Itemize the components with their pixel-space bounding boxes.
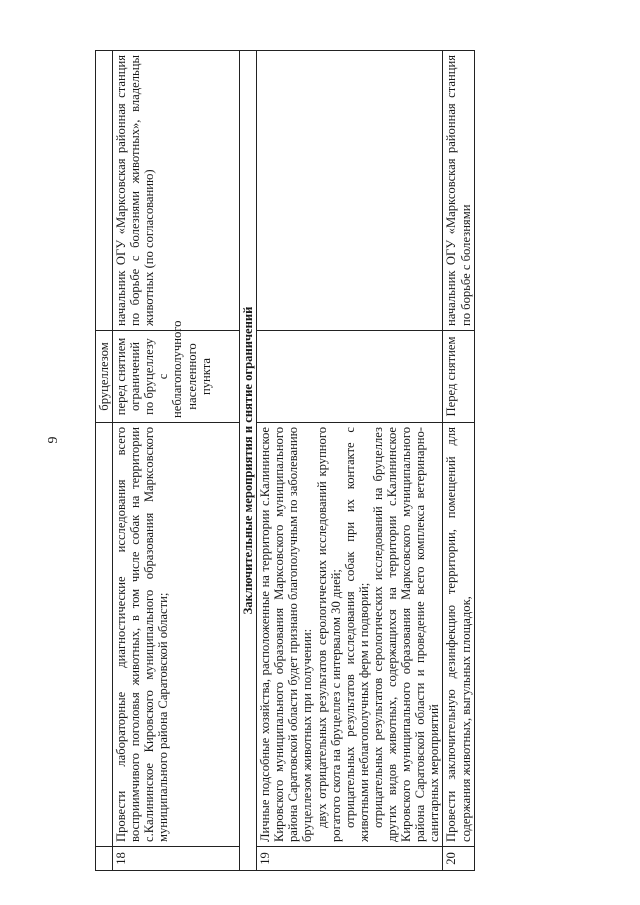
- measure-paragraph: Личные подсобные хозяйства, расположенные на территории с.Калининское Кировского муниципального образования Марксовского муниципального района Саратовской области будет признано благополучным по заболеванию бруцеллезом животных при получении:: [258, 427, 315, 842]
- term-cell: Перед снятием: [443, 331, 474, 423]
- term-cell: бруцеллезом: [96, 331, 113, 423]
- measure-paragraph: двух отрицательных результатов серологических исследований крупного рогатого скота на бруцеллез с интервалом 30 дней;: [314, 427, 343, 842]
- term-cell: перед снятием ограничений по бруцеллезу с неблагополучного населенного пункта: [113, 331, 240, 423]
- table-row: [257, 51, 443, 871]
- page-number: 9: [46, 436, 61, 444]
- responsible-cell: [257, 51, 443, 331]
- measure-cell: Провести заключительную дезинфекцию территории, помещений для содержания животных, выгульных площадок,: [443, 423, 474, 847]
- measure-cell: Провести лабораторные диагностические исследования всего восприимчивого поголовья животных, в том числе собак на территории с.Калининское Кировского муниципального образования Марксовского муниципального района Саратовской области;: [113, 423, 240, 847]
- measure-cell: [257, 423, 443, 847]
- responsible-cell: [96, 51, 113, 331]
- term-cell: [257, 331, 443, 423]
- row-number: 19: [257, 847, 443, 871]
- table-row: [113, 51, 240, 871]
- row-number: 18: [113, 847, 240, 871]
- section-row: [240, 51, 257, 871]
- rotated-document: [95, 51, 605, 871]
- section-title: Заключительные мероприятия и снятие ограничений: [240, 51, 257, 871]
- row-number: [96, 847, 113, 871]
- measures-table: [95, 50, 475, 871]
- responsible-cell: начальник ОГУ «Марксовская районная станция по борьбе с болезнями: [443, 51, 474, 331]
- row-number: 20: [443, 847, 474, 871]
- table-row: [96, 51, 113, 871]
- measure-paragraph: отрицательных результатов серологических исследований на бруцеллез других видов животных, содержащихся на территории с.Калининское Кировского муниципального образования Марксовского муниципального района Саратовской области и проведение всего комплекса ветеринарно-санитарных мероприятий: [370, 427, 442, 842]
- table-row: [443, 51, 474, 871]
- measure-cell: [96, 423, 113, 847]
- responsible-cell: начальник ОГУ «Марксовская районная станция по борьбе с болезнями животных», владельцы животных (по согласованию): [113, 51, 240, 331]
- measure-paragraph: отрицательных результатов исследования собак при их контакте с животными неблагополучных ферм и подворий;: [342, 427, 371, 842]
